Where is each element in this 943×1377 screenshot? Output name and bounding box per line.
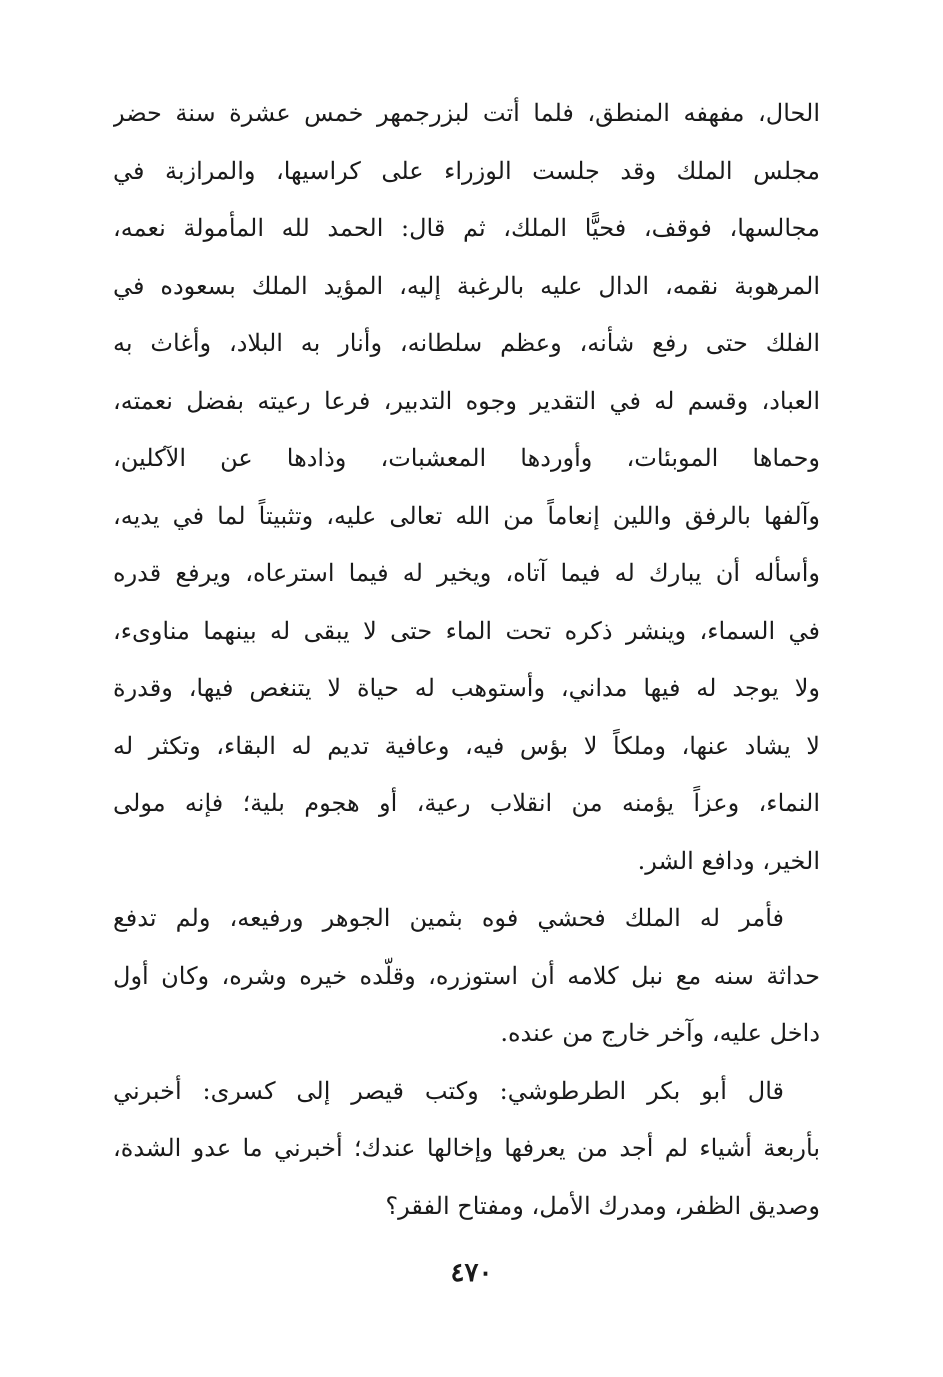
text-line: العباد، وقسم له في التقدير وجوه التدبير، فرعا رعيته بفضل نعمته، (113, 386, 820, 415)
text-line: النماء، وعزاً يؤمنه من انقلاب رعية، أو هجوم بلية؛ فإنه مولى (113, 789, 820, 817)
text-line: وآلفها بالرفق واللين إنعاماً من الله تعالى عليه، وتثبيتاً لما في يديه، (113, 501, 820, 530)
text-line: بأربعة أشياء لم أجد من يعرفها وإخالها عندك؛ أخبرني ما عدو الشدة، (113, 1134, 820, 1162)
text-line: المرهوبة نقمه، الدال عليه بالرغبة إليه، المؤيد الملك بسعوده في (113, 271, 820, 300)
paragraph-last-line: الخير، ودافع الشر. (637, 846, 820, 875)
text-line: وأسأله أن يبارك له فيما آتاه، ويخير له فيما استرعاه، ويرفع قدره (113, 559, 820, 587)
text-line: حداثة سنه مع نبل كلامه أن استوزره، وقلّده خيره وشره، وكان أول (113, 961, 820, 990)
paragraph-first-line: قال أبو بكر الطرطوشي: وكتب قيصر إلى كسرى: أخبرني (113, 1076, 784, 1105)
paragraph-last-line: داخل عليه، وآخر خارج من عنده. (500, 1019, 820, 1047)
book-page-text (113, 85, 820, 1235)
text-line: في السماء، وينشر ذكره تحت الماء حتى لا يبقى له بينهما مناوىء، (113, 616, 820, 645)
text-line: الفلك حتى رفع شأنه، وعظم سلطانه، وأنار به البلاد، وأغاث به (113, 329, 820, 357)
paragraph-first-line: فأمر له الملك فحشي فوه بثمين الجوهر ورفيعه، ولم تدفع (113, 904, 784, 932)
page-number: ٤٧٠ (450, 1258, 493, 1288)
text-line: ولا يوجد له فيها مداني، وأستوهب له حياة لا يتنغص فيها، وقدرة (113, 674, 820, 702)
text-line: الحال، مفهفه المنطق، فلما أتت لبزرجمهر خمس عشرة سنة حضر (113, 99, 820, 127)
text-line: لا يشاد عنها، وملكاً لا بؤس فيه، وعافية تديم له البقاء، وتكثر له (113, 731, 820, 760)
text-line: مجلس الملك وقد جلست الوزراء على كراسيها، والمرازبة في (113, 156, 820, 185)
paragraph-last-line: وصديق الظفر، ومدرك الأمل، ومفتاح الفقر؟ (385, 1191, 820, 1220)
text-line: مجالسها، فوقف، فحيًّا الملك، ثم قال: الحمد لله المأمولة نعمه، (113, 214, 820, 242)
text-line: وحماها الموبئات، وأوردها المعشبات، وذادها عن الآكلين، (113, 444, 820, 472)
